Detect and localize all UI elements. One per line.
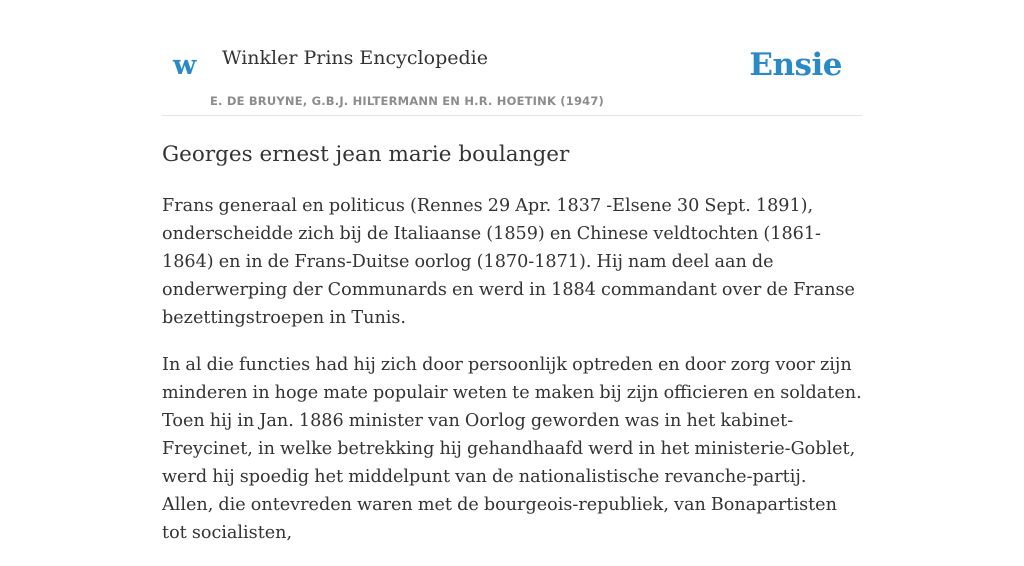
- article-body: [162, 192, 862, 566]
- source-title[interactable]: Winkler Prins Encyclopedie: [222, 47, 488, 69]
- ensie-logo-link[interactable]: Ensie: [749, 47, 842, 83]
- source-authors: E. DE BRUYNE, G.B.J. HILTERMANN EN H.R. HOETINK (1947): [210, 94, 605, 108]
- article-paragraph-1: Frans generaal en politicus (Rennes 29 Apr. 1837 -Elsene 30 Sept. 1891), onderscheidde zich bij de Italiaanse (1859) en Chinese veldtochten (1861-1864) en in de Frans-Duitse oorlog (1870-1871). Hij nam deel aan de onderwerping der Communards en werd in 1884 commandant over de Franse bezettingstroepen in Tunis.: [162, 196, 855, 328]
- page: [162, 0, 862, 543]
- source-header: [162, 0, 862, 116]
- article-title: Georges ernest jean marie boulanger: [162, 142, 570, 167]
- article-paragraph-2: In al die functies had hij zich door persoonlijk optreden en door zorg voor zijn minderen in hoge mate populair weten te maken bij zijn officieren en soldaten. Toen hij in Jan. 1886 minister van Oorlog geworden was in het kabinet-Freycinet, in welke betrekking hij gehandhaafd werd in het ministerie-Goblet, werd hij spoedig het middelpunt van de nationalistische revanche-partij. Allen, die ontevreden waren met de bourgeois-republiek, van Bonapartisten tot socialisten,: [162, 355, 862, 543]
- source-logo-icon: w: [173, 50, 197, 81]
